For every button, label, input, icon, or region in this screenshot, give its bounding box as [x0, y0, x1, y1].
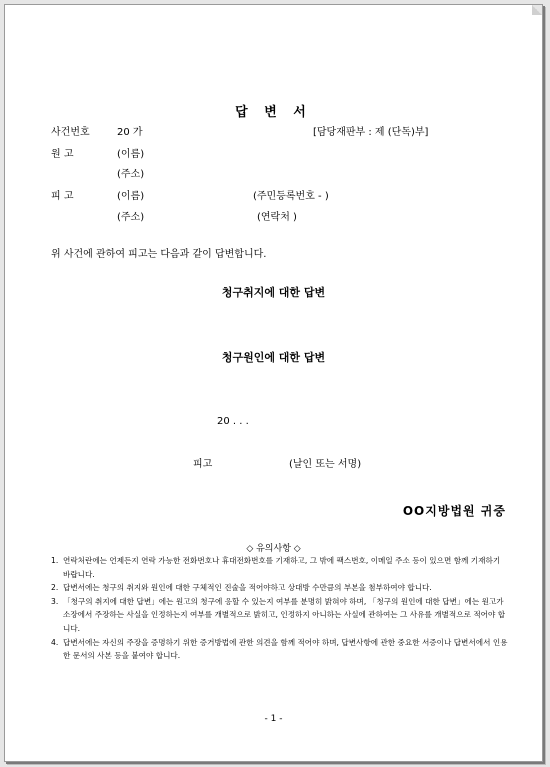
defendant-address-field: (주소): [117, 212, 145, 223]
page-number: - 1 -: [264, 714, 283, 724]
plaintiff-label: 원 고: [51, 149, 74, 160]
page-corner: [532, 5, 542, 15]
note-text: 답변서에는 자신의 주장을 증명하기 위한 증거방법에 관한 의견을 함께 적어야 하며, 답변사항에 관한 중요한 서증이나 답변서에서 인용한 문서의 사본 등을 붙여야 합니다.: [63, 637, 508, 661]
notes-title: ◇ 유의사항 ◇: [246, 544, 301, 554]
seal-note: (날인 또는 서명): [289, 459, 362, 470]
note-item: [51, 636, 509, 663]
court-recipient: OO지방법원 귀중: [402, 504, 506, 518]
date-line: 20 . . .: [217, 416, 249, 427]
note-text: 연락처란에는 언제든지 연락 가능한 전화번호나 휴대전화번호를 기재하고, 그 밖에 팩스번호, 이메일 주소 등이 있으면 함께 기재하기 바랍니다.: [63, 556, 501, 579]
case-number-value: 20 가: [117, 127, 143, 138]
note-text: 답변서에는 청구의 취지와 원인에 대한 구체적인 진술을 적어야하고 상대방 수만큼의 부본을 첨부하여야 합니다.: [63, 583, 432, 593]
defendant-id-field: (주민등록번호 - ): [253, 191, 329, 202]
note-number: 2.: [51, 583, 59, 593]
note-item: [51, 581, 509, 595]
division-field: [담당재판부 : 제 (단독)부]: [313, 127, 429, 138]
defendant-label: 피 고: [51, 191, 74, 202]
note-item: [51, 554, 509, 581]
plaintiff-name-field: (이름): [117, 149, 145, 160]
note-number: 3.: [51, 596, 59, 606]
document-page: [4, 4, 543, 762]
intro-paragraph: 위 사건에 관하여 피고는 다음과 같이 답변합니다.: [51, 249, 267, 260]
plaintiff-address-field: (주소): [117, 169, 145, 180]
note-text: 「청구의 취지에 대한 답변」에는 원고의 청구에 응할 수 있는지 여부를 분명히 밝혀야 하며, 「청구의 원인에 대한 답변」에는 원고가 소장에서 주장하는 사실을 인정하는지 여부를 개별적으로 밝히고, 인정하지 아니하는 사실에 관하여는 그 사유를 개별적으로 적어야 합니다.: [63, 596, 506, 633]
defendant-name-field: (이름): [117, 191, 145, 202]
note-number: 4.: [51, 637, 59, 647]
case-number-label: 사건번호: [51, 127, 90, 138]
cause-answer-heading: 청구원인에 대한 답변: [221, 351, 326, 364]
claim-answer-heading: 청구취지에 대한 답변: [221, 286, 326, 299]
defendant-contact-field: (연락처 ): [257, 212, 297, 223]
signer-label: 피고: [193, 459, 213, 470]
note-item: [51, 595, 509, 636]
document-title: 답 변 서: [235, 105, 312, 120]
notes-list: [51, 554, 509, 663]
note-number: 1.: [51, 556, 59, 565]
